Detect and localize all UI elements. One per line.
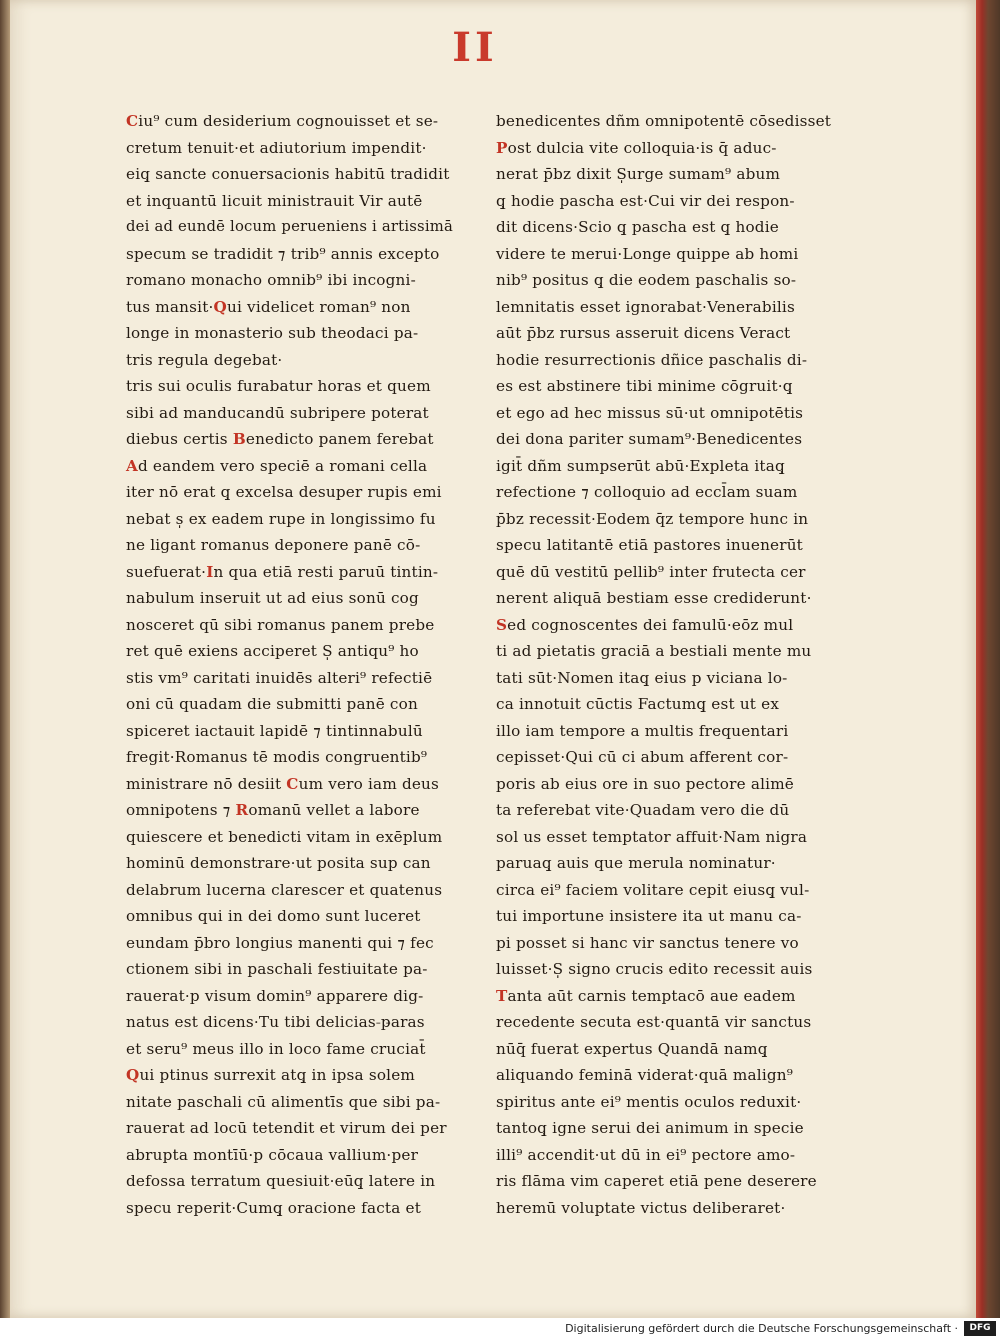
line-prefix: ministrare nō desiit: [126, 774, 287, 793]
text-line: [496, 1062, 836, 1089]
line-text: nerent aliquā bestiam esse crediderunt·: [496, 589, 812, 607]
text-line: [496, 347, 836, 374]
text-line: [496, 691, 836, 718]
text-line: [496, 585, 836, 612]
text-line: [126, 1195, 456, 1222]
line-text: eundam p̄bro longius manenti qui ⁊ fec: [126, 933, 434, 952]
line-text: nib⁹ positus q̧ die eodem paschalis so-: [496, 271, 797, 289]
text-line: [496, 824, 836, 851]
text-line: [126, 532, 456, 559]
text-line: [496, 506, 836, 533]
line-prefix: diebus certis: [126, 430, 233, 448]
rubricated-initial: I: [206, 562, 214, 581]
text-line: [496, 559, 836, 586]
line-text: pi posset si hanc vir sanctus tenere vo: [496, 933, 799, 952]
text-line: [126, 294, 456, 321]
text-line: [496, 320, 836, 347]
line-text: ta referebat vite·Quadam vero die dū: [496, 801, 790, 819]
line-text: benedicentes dñm omnipotentē cōsedisset: [496, 112, 832, 130]
footer-bar: [0, 1318, 1000, 1340]
line-text: aliquando feminā viderat·quā malign⁹: [496, 1066, 794, 1084]
text-line: [496, 956, 836, 983]
line-text: ui ptinus surrexit atq̧ in ipsa solem: [139, 1066, 416, 1084]
line-text: natus est dicens·Tu tibi delicias ̵p̵aras: [126, 1013, 425, 1031]
line-text: sibi ad manducandū subripere poterat: [126, 403, 429, 422]
rubricated-initial: S: [496, 615, 508, 634]
text-line: [496, 1115, 836, 1142]
line-text: quē dū vestitū pellib⁹ inter frutecta cer: [496, 562, 806, 581]
line-text: delabrum lucerna clarescer et quatenus: [126, 880, 443, 899]
rubricated-initial: T: [496, 986, 508, 1005]
text-line: [496, 453, 836, 480]
line-prefix: omnipotens ⁊: [126, 801, 236, 819]
line-text: cepisset·Qui cū ci abum afferent cor-: [496, 748, 789, 766]
line-text: videre te merui·Longe quippe ab homi: [496, 244, 799, 263]
line-text: hominū demonstrare·ut posita sup can: [126, 854, 431, 872]
text-line: [496, 1195, 836, 1222]
line-text: lemnitatis esset ignorabat·Venerabilis: [496, 297, 795, 316]
line-text: n qua etiā resti paruū tintin-: [213, 562, 439, 581]
text-line: [126, 718, 456, 745]
line-text: nerat p̄bz dixit S̩urge sumam⁹ abum: [496, 165, 781, 183]
line-text: poris ab eius ore in suo pectore alimē: [496, 774, 794, 793]
text-line: [496, 930, 836, 957]
line-text: defossa terratum quesiuit·eūq̧ latere in: [126, 1172, 436, 1190]
line-text: et ego ad hec missus sū·ut omnipotētis: [496, 403, 804, 422]
text-line: [496, 294, 836, 321]
text-line: [126, 1089, 456, 1116]
funding-credit: Digitalisierung gefördert durch die Deutsche Forschungsgemeinschaft ·: [565, 1322, 958, 1335]
text-line: [496, 400, 836, 427]
text-line: [496, 214, 836, 241]
line-text: recedente secuta est·quantā vir sanctus: [496, 1013, 812, 1031]
text-line: [126, 320, 456, 347]
line-text: oni cū quadam die submitti panē con: [126, 695, 418, 713]
text-line: [126, 1142, 456, 1169]
line-text: ris flāma vim caperet etiā pene deserere: [496, 1172, 817, 1190]
text-line: [126, 267, 456, 294]
text-column-right: [496, 108, 836, 1221]
text-line: [496, 1168, 836, 1195]
rubricated-initial: C: [286, 774, 299, 793]
line-text: d eandem vero speciē a romani cella: [137, 456, 428, 475]
text-line: [496, 877, 836, 904]
line-text: um vero iam deus: [298, 774, 440, 793]
text-line: [126, 612, 456, 639]
line-text: q̧ hodie pascha est·Cui vir dei respon-: [496, 191, 795, 210]
rubricated-initial: C: [126, 112, 139, 130]
text-line: [126, 347, 456, 374]
text-line: [126, 665, 456, 692]
text-line: [496, 1009, 836, 1036]
text-line: [126, 373, 456, 400]
line-text: tantoq̧ igne serui dei animum in specie: [496, 1119, 804, 1137]
text-line: [126, 744, 456, 771]
line-text: ti ad pietatis graciā a bestiali mente mu: [496, 642, 812, 660]
text-line: [496, 612, 836, 639]
text-line: [126, 691, 456, 718]
line-text: ost dulcia vite colloquia·is q̄ aduc-: [507, 138, 777, 157]
line-text: iu⁹ cum desiderium cognouisset et se-: [138, 112, 439, 130]
line-text: ed cognoscentes dei famulū·eōz mul: [507, 615, 794, 634]
text-line: [126, 1168, 456, 1195]
rubricated-initial: B: [232, 430, 246, 448]
line-text: tris sui oculis furabatur horas et quem: [126, 377, 431, 395]
text-line: [126, 506, 456, 533]
line-text: paruaq̧ auis que merula nominatur·: [496, 854, 776, 872]
text-line: [496, 638, 836, 665]
line-text: specum se tradidit ⁊ trib⁹ annis excepto: [126, 244, 440, 263]
text-line: [126, 400, 456, 427]
line-text: illi⁹ accendit·ut dū in ei⁹ pectore amo-: [496, 1145, 796, 1164]
line-text: hodie resurrectionis dñice paschalis di-: [496, 350, 808, 369]
text-line: [126, 797, 456, 824]
line-text: longe in monasterio sub theodaci pa-: [126, 324, 419, 342]
text-line: [126, 956, 456, 983]
rubricated-initial: Q: [126, 1066, 140, 1084]
text-line: [496, 135, 836, 162]
line-text: fregit·Romanus tē modis congruentib⁹: [126, 748, 428, 766]
text-line: [126, 1009, 456, 1036]
text-column-left: [126, 108, 456, 1221]
text-line: [126, 214, 456, 241]
line-prefix: suefuerat·: [126, 562, 207, 581]
line-text: p̄bz recessit·Eodem q̄z tempore hunc in: [496, 509, 809, 528]
line-text: nūq̄ fuerat expertus Quandā namq̧: [496, 1039, 768, 1058]
line-text: spiritus ante ei⁹ mentis oculos reduxit·: [496, 1092, 802, 1111]
line-text: spiceret iactauit lapidē ⁊ tintinnabulū: [126, 721, 423, 740]
line-text: dei ad eundē locum perueniens i artissimā: [126, 218, 454, 235]
text-line: [126, 479, 456, 506]
text-line: [126, 930, 456, 957]
text-line: [126, 426, 456, 453]
line-text: ne ligant romanus deponere panē cō-: [126, 536, 421, 554]
text-line: [496, 1036, 836, 1063]
line-text: anta aūt carnis temptacō aue eadem: [507, 986, 796, 1005]
text-line: [126, 824, 456, 851]
text-line: [126, 771, 456, 798]
leaf-number: II: [452, 24, 498, 71]
text-line: [126, 135, 456, 162]
line-text: ret quē exiens acciperet S̩ antiqu⁹ ho: [126, 642, 419, 660]
line-text: sol us esset temptator affuit·Nam nigra: [496, 827, 808, 846]
line-text: refectione ⁊ colloquio ad eccl̄am suam: [496, 483, 798, 501]
binding-strip: [0, 0, 10, 1318]
text-line: [126, 585, 456, 612]
text-line: [496, 108, 836, 135]
line-text: iter nō erat q̧ excelsa desuper rupis emi: [126, 483, 442, 501]
line-text: nabulum inseruit ut ad eius sonū cog: [126, 589, 419, 607]
text-line: [496, 850, 836, 877]
text-line: [496, 479, 836, 506]
line-text: dit dicens·Scio q̧ pascha est q̧ hodie: [496, 218, 779, 236]
text-line: [126, 453, 456, 480]
text-line: [496, 1089, 836, 1116]
line-text: et seru⁹ meus illo in loco fame cruciat̄: [126, 1039, 426, 1058]
line-text: omanū vellet a labore: [248, 801, 420, 819]
text-line: [496, 983, 836, 1010]
line-text: romano monacho omnib⁹ ibi incogni-: [126, 271, 416, 289]
line-text: specu reperit·Cumq̧ oracione facta et: [126, 1198, 421, 1217]
red-page-edge: [976, 0, 1000, 1318]
rubricated-initial: P: [496, 138, 508, 157]
line-text: rauerat ad locū tetendit et virum dei per: [126, 1119, 447, 1137]
line-text: illo iam tempore a multis frequentari: [496, 721, 789, 740]
text-line: [496, 426, 836, 453]
text-line: [496, 188, 836, 215]
line-text: rauerat·p visum domin⁹ apparere dig-: [126, 986, 424, 1005]
text-line: [126, 188, 456, 215]
line-text: es est abstinere tibi minime cōgruit·q̧: [496, 377, 793, 395]
text-line: [126, 903, 456, 930]
text-line: [496, 267, 836, 294]
line-text: ca innotuit cūctis Factumq̧ est ut ex: [496, 695, 780, 713]
line-text: luisset·S̩ signo crucis edito recessit auis: [496, 960, 813, 978]
text-line: [496, 373, 836, 400]
text-line: [126, 559, 456, 586]
text-line: [496, 161, 836, 188]
line-text: ctionem sibi in paschali festiuitate pa-: [126, 960, 428, 978]
text-line: [496, 241, 836, 268]
text-line: [496, 1142, 836, 1169]
line-text: omnibus qui in dei domo sunt luceret: [126, 907, 421, 925]
text-line: [126, 1062, 456, 1089]
text-line: [496, 718, 836, 745]
text-line: [126, 638, 456, 665]
line-text: tati sūt·Nomen itaq̧ eius p viciana lo-: [496, 668, 788, 687]
line-text: specu latitantē etiā pastores inuenerūt: [496, 536, 803, 554]
text-line: [496, 903, 836, 930]
text-line: [496, 532, 836, 559]
text-line: [126, 850, 456, 877]
rubricated-initial: A: [126, 456, 138, 475]
line-text: nosceret qū sibi romanus panem prebe: [126, 615, 435, 634]
text-line: [496, 797, 836, 824]
line-text: aūt p̄bz rursus asseruit dicens Veract: [496, 324, 791, 342]
text-line: [496, 771, 836, 798]
text-line: [496, 744, 836, 771]
line-text: ui videlicet roman⁹ non: [226, 297, 411, 316]
text-line: [126, 108, 456, 135]
line-text: enedicto panem ferebat: [245, 430, 434, 448]
line-text: cretum tenuit·et adiutorium impendit·: [126, 138, 427, 157]
line-text: igit̄ dñm sumpserūt abū·Expleta itaq̧: [496, 456, 785, 475]
rubricated-initial: R: [235, 801, 249, 819]
line-text: tui importune insistere ita ut manu ca-: [496, 907, 802, 925]
rubricated-initial: Q: [213, 297, 227, 316]
line-text: nitate paschali cū alimentīs que sibi pa-: [126, 1092, 441, 1111]
line-text: heremū voluptate victus deliberaret·: [496, 1198, 786, 1217]
line-text: nebat s̩ ex eadem rupe in longissimo fu: [126, 509, 436, 528]
line-text: abrupta montīū·p cōcaua vallium·per: [126, 1145, 419, 1164]
line-text: stis vm⁹ caritati inuidēs alteri⁹ refectiē: [126, 668, 433, 687]
line-text: circa ei⁹ faciem volitare cepit eiusq̧ vul-: [496, 880, 810, 899]
dfg-logo-icon: DFG: [964, 1321, 996, 1336]
text-line: [126, 983, 456, 1010]
line-text: eiq̧ sancte conuersacionis habitū tradidit: [126, 165, 450, 183]
line-text: dei dona pariter sumam⁹·Benedicentes: [496, 430, 803, 448]
text-line: [496, 665, 836, 692]
line-prefix: tus mansit·: [126, 297, 214, 316]
text-line: [126, 241, 456, 268]
line-text: et inquantū licuit ministrauit Vir autē: [126, 191, 423, 210]
text-line: [126, 877, 456, 904]
text-line: [126, 1036, 456, 1063]
manuscript-page: [10, 0, 976, 1318]
text-line: [126, 1115, 456, 1142]
text-line: [126, 161, 456, 188]
line-text: tris regula degebat·: [126, 350, 283, 369]
line-text: quiescere et benedicti vitam in exēplum: [126, 827, 443, 846]
